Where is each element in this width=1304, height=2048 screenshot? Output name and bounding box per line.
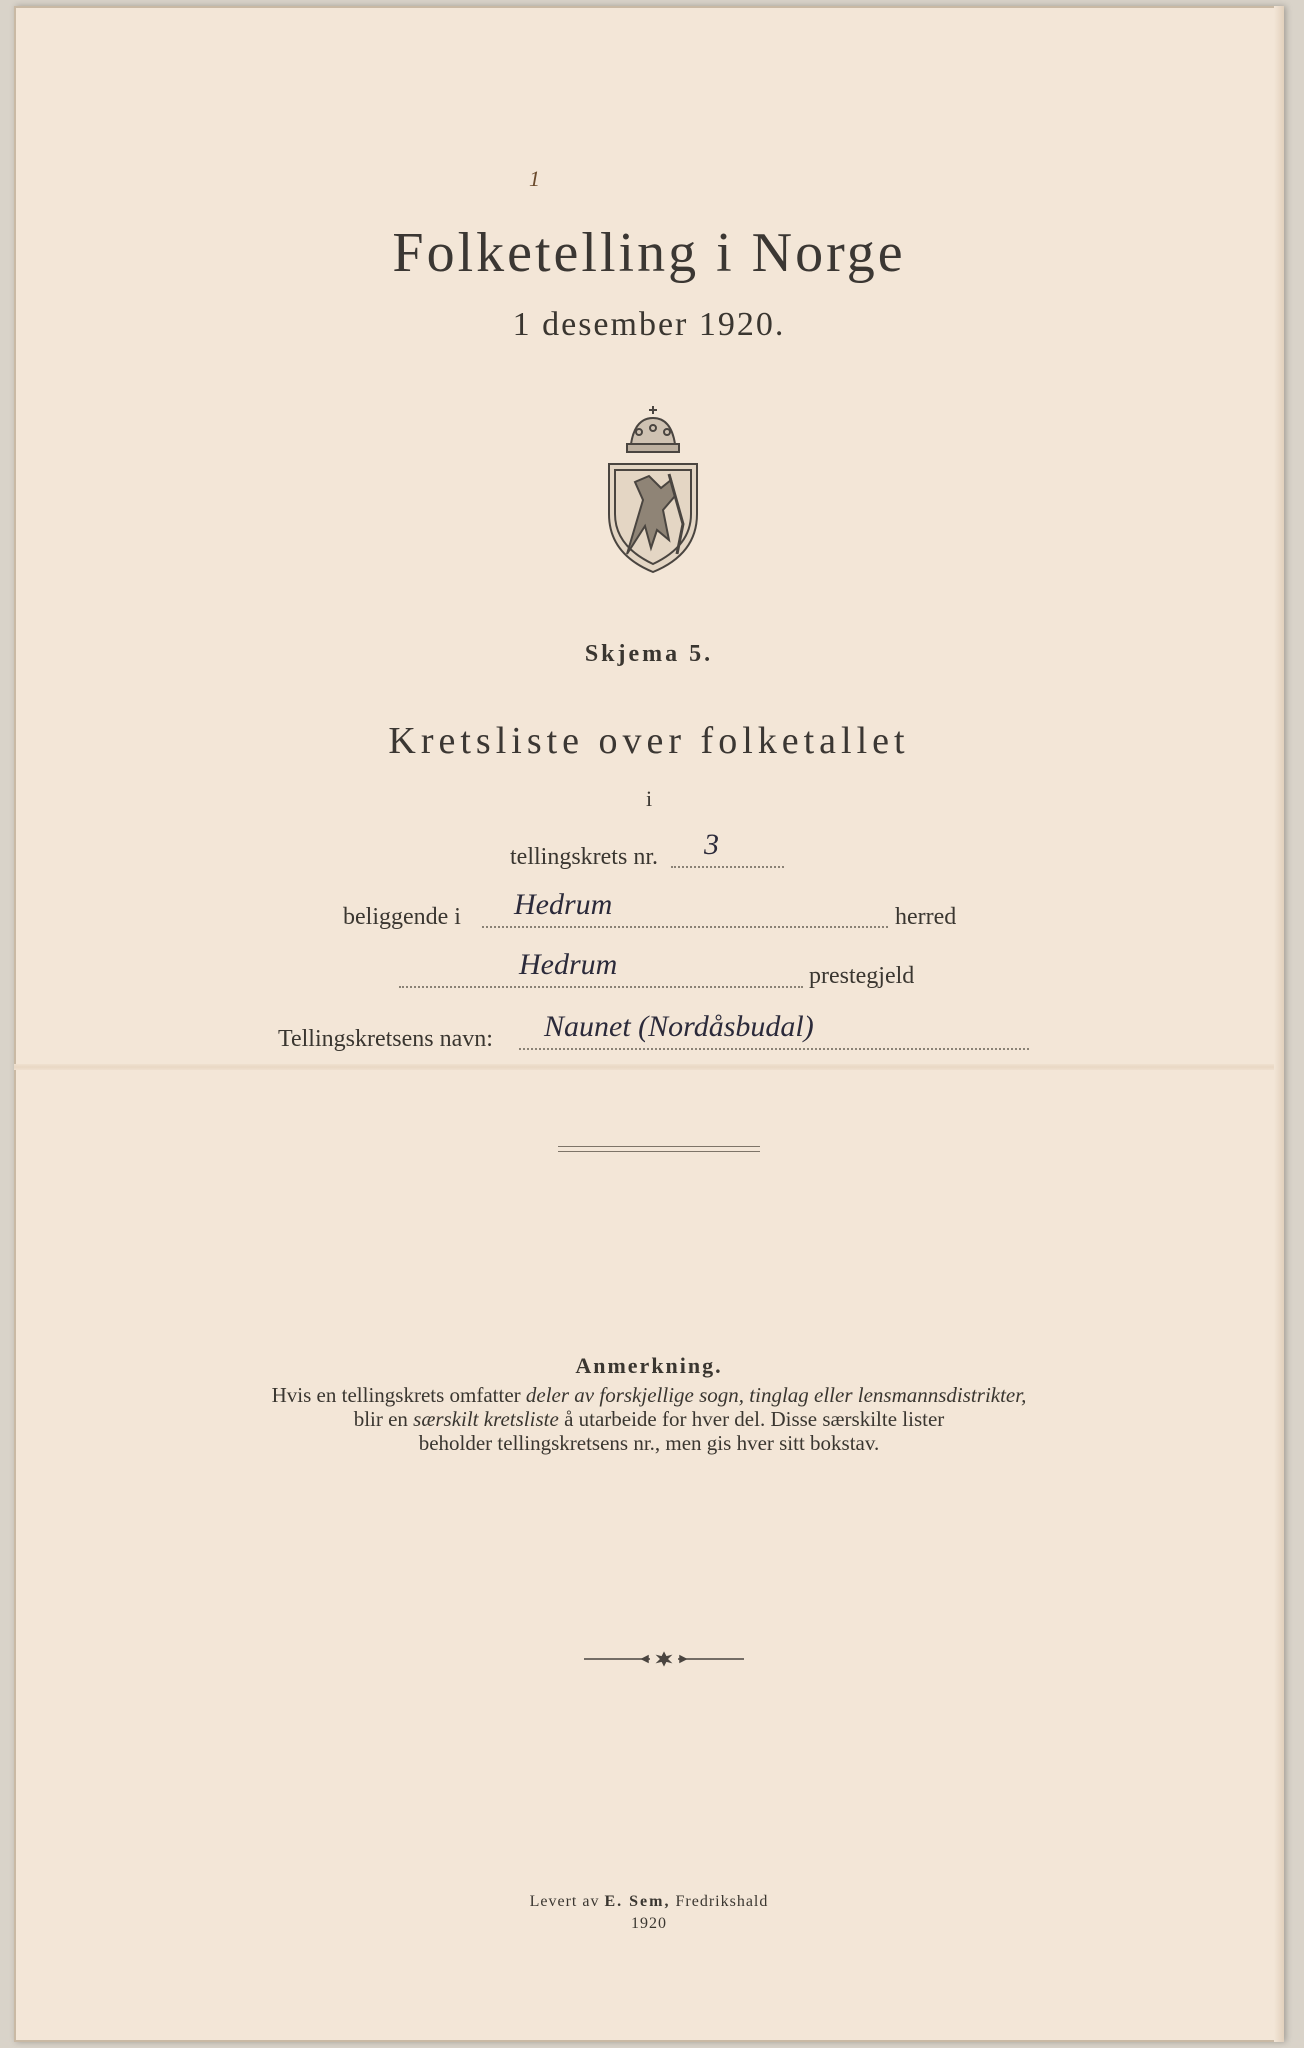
- note-title: Anmerkning.: [575, 1353, 723, 1378]
- preposition: i: [645, 786, 653, 811]
- prestegjeld-label: prestegjeld: [809, 963, 915, 989]
- schema-number: Skjema 5.: [584, 641, 714, 667]
- double-rule-divider: [558, 1146, 760, 1156]
- navn-handwritten: Naunet (Nordåsbudal): [544, 1010, 814, 1043]
- prestegjeld-handwritten: Hedrum: [519, 948, 618, 981]
- beliggende-label: beliggende i: [343, 904, 461, 930]
- note-line-2: blir en særskilt kretsliste å utarbeide for hver del. Disse særskilte lister: [353, 1407, 945, 1431]
- krets-dotted-line: [671, 866, 784, 868]
- ornament-divider-icon: [584, 1651, 744, 1667]
- navn-label: Tellingskretsens navn:: [278, 1026, 493, 1052]
- page-fold: [14, 1064, 1284, 1070]
- page-title: Folketelling i Norge: [392, 222, 906, 284]
- census-form-page: [14, 6, 1284, 2042]
- census-date: 1 desember 1920.: [512, 306, 786, 343]
- herred-label: herred: [895, 904, 957, 930]
- note-text: [14, 1383, 1284, 1455]
- krets-number-handwritten: 3: [704, 828, 719, 861]
- printer-imprint: [14, 1891, 1284, 1935]
- page-mark: 1: [529, 166, 540, 191]
- herred-dotted-line: [482, 926, 888, 928]
- note-line-3: beholder tellingskretsens nr., men gis hver sitt bokstav.: [418, 1431, 880, 1455]
- note-line-1: Hvis en tellingskrets omfatter deler av forskjellige sogn, tinglag eller lensmannsdistrikter,: [271, 1383, 1027, 1407]
- printer-year: 1920: [631, 1915, 667, 1932]
- norwegian-coat-of-arms-icon: [605, 404, 701, 574]
- herred-handwritten: Hedrum: [514, 888, 613, 921]
- prestegjeld-dotted-line: [399, 986, 803, 988]
- krets-label: tellingskrets nr.: [510, 844, 658, 870]
- navn-dotted-line: [519, 1048, 1029, 1050]
- printer-line: Levert av E. Sem, Fredrikshald: [529, 1893, 769, 1910]
- form-heading: Kretsliste over folketallet: [388, 720, 910, 762]
